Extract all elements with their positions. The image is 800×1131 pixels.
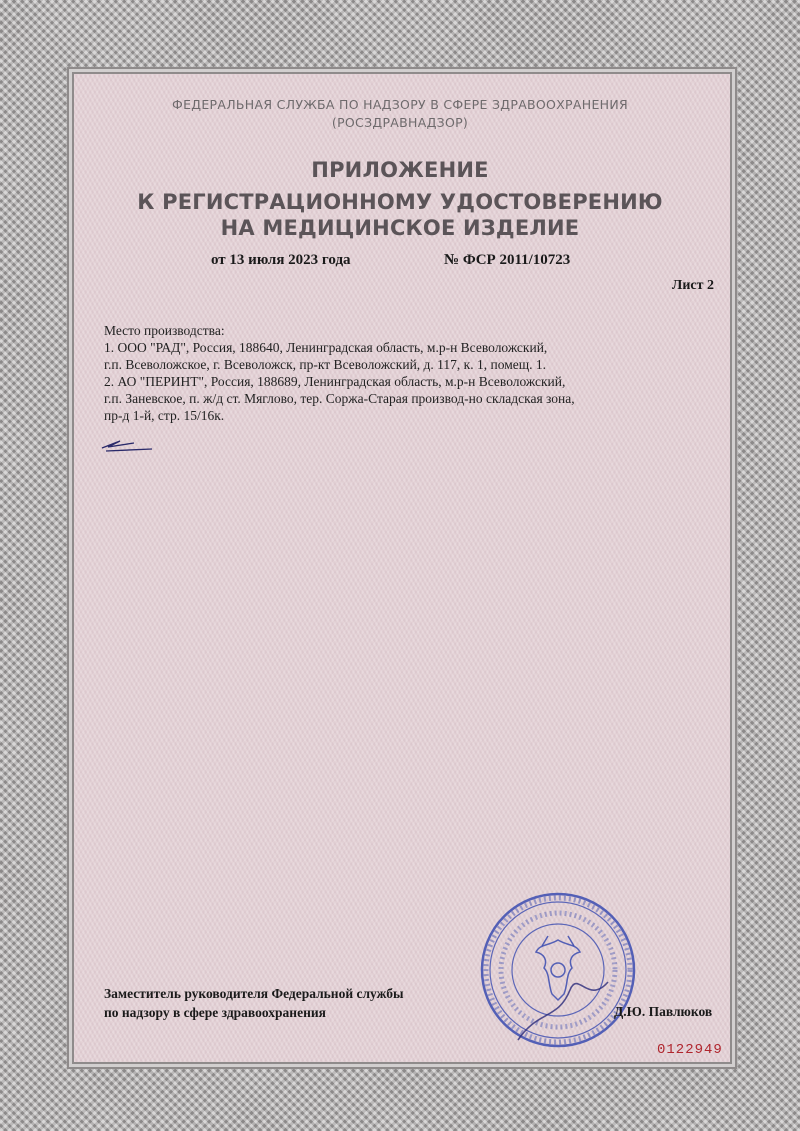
agency-abbreviation: (РОСЗДРАВНАДЗОР)	[331, 115, 469, 130]
signatory-name: Д.Ю. Павлюков	[614, 1004, 713, 1019]
document-title-line1: ПРИЛОЖЕНИЕ	[311, 158, 489, 182]
signatory-position-line2: по надзору в сфере здравоохранения	[104, 1005, 326, 1020]
manufacturing-sites	[104, 322, 704, 424]
initials-mark-icon	[100, 438, 160, 454]
body-line: Место производства:	[104, 323, 225, 338]
official-seal-icon	[478, 890, 638, 1050]
agency-name: ФЕДЕРАЛЬНАЯ СЛУЖБА ПО НАДЗОРУ В СФЕРЕ ЗДРАВООХРАНЕНИЯ	[172, 97, 628, 112]
document-title-line3: НА МЕДИЦИНСКОЕ ИЗДЕЛИЕ	[220, 216, 580, 240]
signatory-position-line1: Заместитель руководителя Федеральной службы	[104, 986, 404, 1001]
issue-date: от 13 июля 2023 года	[211, 252, 351, 268]
form-serial-number: 0122949	[657, 1042, 723, 1058]
body-line: г.п. Всеволожское, г. Всеволожск, пр-кт Всеволожский, д. 117, к. 1, помещ. 1.	[104, 357, 546, 372]
sheet-number: Лист 2	[671, 278, 714, 293]
signatory-position	[104, 984, 404, 1022]
body-line: 1. ООО "РАД", Россия, 188640, Ленинградская область, м.р-н Всеволожский,	[104, 340, 548, 355]
body-line: пр-д 1-й, стр. 15/16к.	[104, 408, 225, 423]
document-title-line2: К РЕГИСТРАЦИОННОМУ УДОСТОВЕРЕНИЮ	[137, 190, 663, 214]
registration-number: № ФСР 2011/10723	[444, 252, 571, 268]
body-line: 2. АО "ПЕРИНТ", Россия, 188689, Ленинградская область, м.р-н Всеволожский,	[104, 374, 566, 389]
body-line: г.п. Заневское, п. ж/д ст. Мяглово, тер. Соржа-Старая производ-но складская зона,	[104, 391, 575, 406]
